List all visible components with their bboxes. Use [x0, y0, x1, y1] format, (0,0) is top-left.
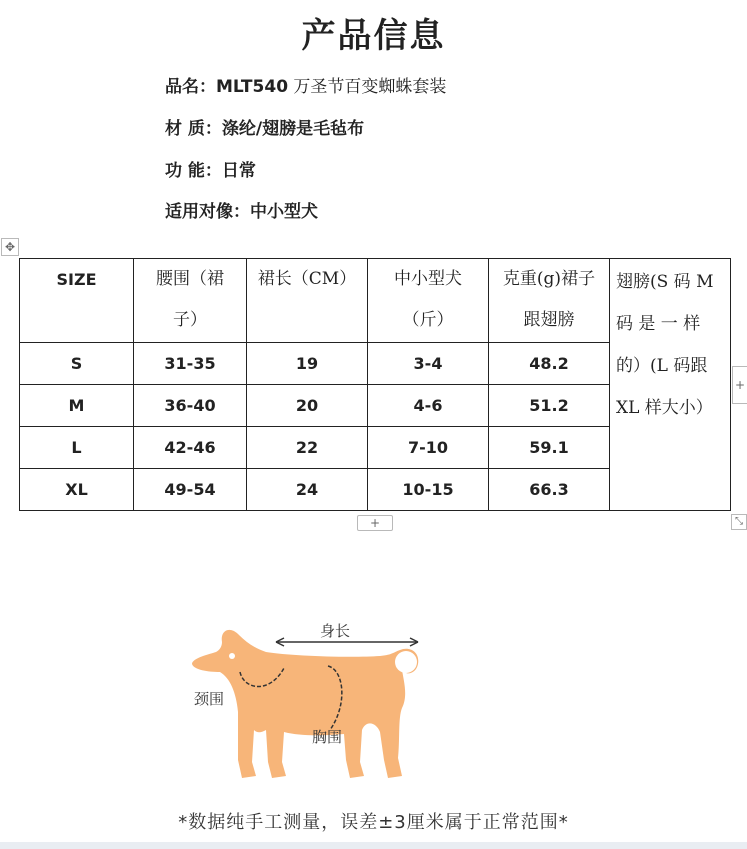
size-table — [19, 258, 731, 511]
label-body-length: 身长 — [320, 622, 351, 640]
header-line: 子） — [173, 310, 207, 330]
cell-waist: 49-54 — [134, 469, 247, 511]
cell-length: 19 — [247, 343, 368, 385]
table-move-handle[interactable]: ✥ — [1, 238, 19, 256]
cell-waist: 31-35 — [134, 343, 247, 385]
info-material — [165, 114, 364, 139]
cell-weight: 51.2 — [489, 385, 610, 427]
info-target — [165, 197, 318, 222]
cell-dog: 4-6 — [368, 385, 489, 427]
cell-dog: 3-4 — [368, 343, 489, 385]
header-line: 克重(g)裙子 — [502, 269, 596, 289]
header-gram-weight — [489, 259, 610, 343]
cell-weight: 48.2 — [489, 343, 610, 385]
header-line: （斤） — [402, 310, 454, 330]
cell-weight: 59.1 — [489, 427, 610, 469]
dog-body-shape — [192, 630, 418, 778]
cell-dog: 10-15 — [368, 469, 489, 511]
info-value: 涤纶/翅膀是毛毡布 — [221, 119, 365, 139]
add-row-button[interactable]: + — [357, 515, 393, 531]
note-line: 的）(L 码跟 — [616, 356, 708, 376]
measurement-note: *数据纯手工测量，误差±3厘米属于正常范围* — [178, 812, 569, 833]
header-line: 跟翅膀 — [523, 310, 575, 330]
header-dog-weight — [368, 259, 489, 343]
dog-measurement-diagram — [180, 612, 440, 784]
table-header-row — [20, 259, 731, 343]
cell-size: S — [20, 343, 134, 385]
header-length: 裙长（CM） — [247, 259, 368, 343]
info-model: MLT540 — [216, 77, 289, 97]
table-resize-handle[interactable]: ⤡ — [731, 514, 747, 530]
cell-length: 22 — [247, 427, 368, 469]
header-waist — [134, 259, 247, 343]
page-title: 产品信息 — [301, 16, 446, 56]
cell-length: 20 — [247, 385, 368, 427]
add-column-button[interactable]: + — [732, 366, 747, 404]
note-line: 翅膀(S 码 M — [616, 272, 714, 292]
note-line: XL 样大小） — [616, 398, 713, 418]
label-chest: 胸围 — [312, 728, 343, 746]
cell-size: XL — [20, 469, 134, 511]
cell-length: 24 — [247, 469, 368, 511]
cell-waist: 42-46 — [134, 427, 247, 469]
dog-eye — [229, 653, 235, 659]
info-value: 中小型犬 — [250, 202, 318, 222]
info-function — [165, 156, 256, 181]
info-value: 万圣节百变蜘蛛套装 — [288, 77, 447, 97]
header-line: 腰围（裙 — [156, 269, 224, 289]
cell-weight: 66.3 — [489, 469, 610, 511]
header-size: SIZE — [20, 259, 134, 343]
info-product-name — [165, 72, 446, 97]
info-label: 适用对像： — [165, 202, 250, 222]
cell-size: L — [20, 427, 134, 469]
header-line: 中小型犬 — [394, 269, 462, 289]
label-neck: 颈围 — [194, 690, 225, 708]
cell-dog: 7-10 — [368, 427, 489, 469]
note-line: 码 是 一 样 — [616, 314, 701, 334]
info-label: 品名： — [165, 77, 216, 97]
wing-note-cell — [610, 259, 731, 511]
info-label: 功 能： — [165, 161, 222, 181]
info-value: 日常 — [221, 161, 256, 181]
tail-curl — [395, 651, 417, 673]
cell-waist: 36-40 — [134, 385, 247, 427]
bottom-bar — [0, 842, 747, 849]
cell-size: M — [20, 385, 134, 427]
info-label: 材 质： — [165, 119, 222, 139]
dog-silhouette — [192, 630, 418, 778]
